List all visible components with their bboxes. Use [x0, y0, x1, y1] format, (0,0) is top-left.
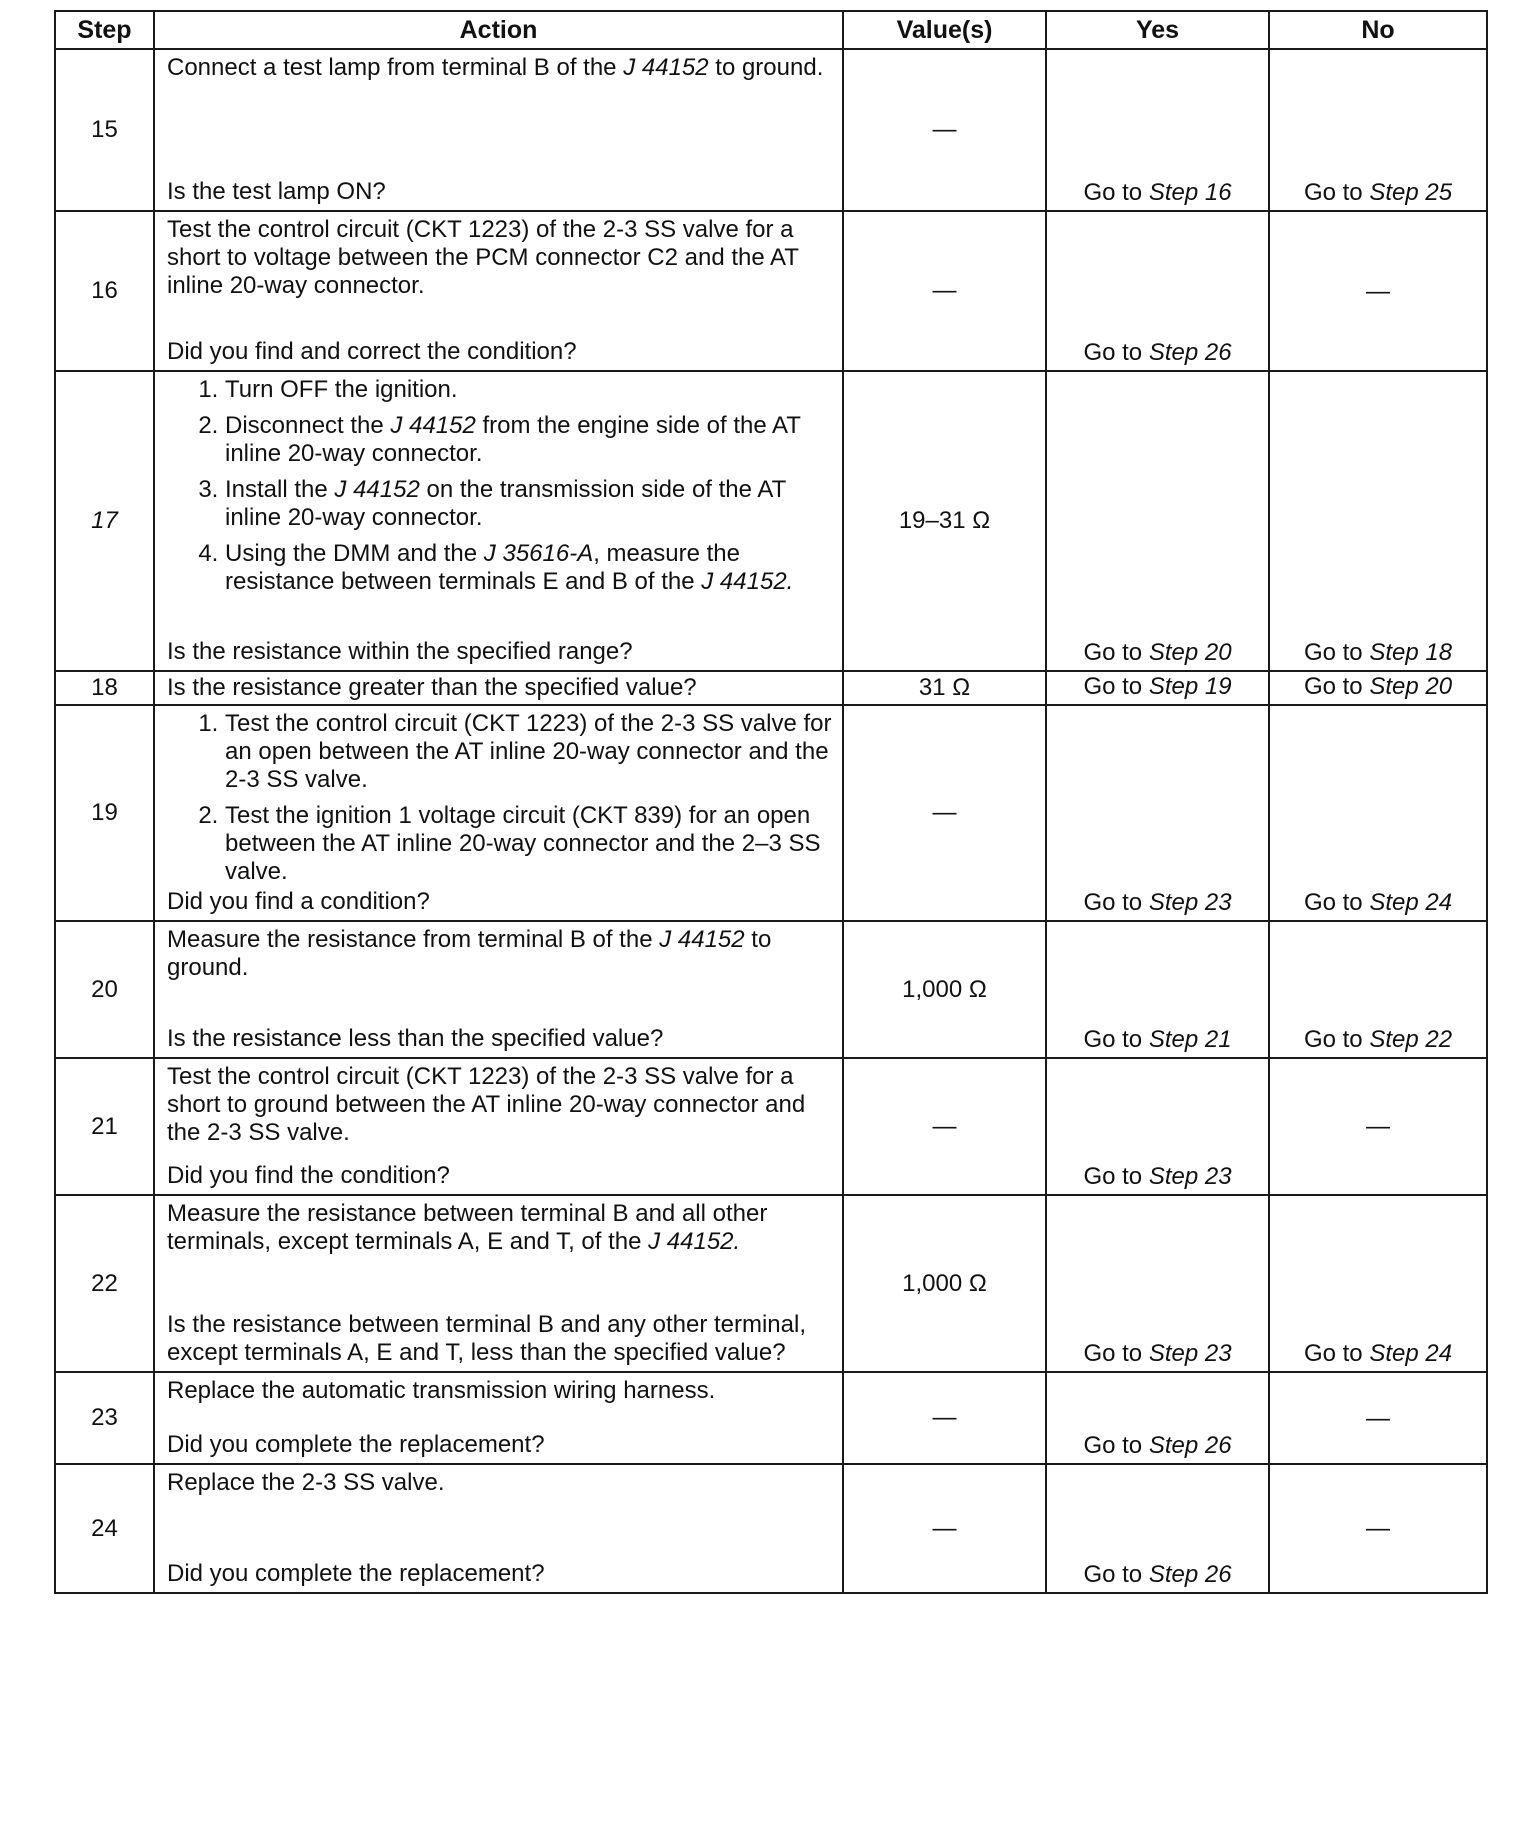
tool-reference: J 44152 — [390, 412, 476, 439]
action-content — [167, 376, 832, 666]
table-row — [55, 211, 1487, 371]
step-reference: Step 19 — [1148, 673, 1232, 700]
goto-prefix: Go to — [1083, 639, 1143, 666]
step-number: 15 — [55, 49, 154, 211]
no-cell — [1269, 211, 1487, 371]
table-body — [55, 49, 1487, 1593]
no-next-step-dash: — — [1366, 1113, 1390, 1140]
action-question: Is the resistance greater than the specified value? — [167, 674, 697, 701]
step-number: 23 — [55, 1372, 154, 1464]
yes-cell — [1046, 1195, 1269, 1372]
tool-reference: J 35616-A — [483, 540, 594, 567]
value-cell: 1,000 Ω — [843, 921, 1046, 1058]
action-steps-list — [167, 710, 832, 886]
step-reference: Step 26 — [1148, 1432, 1232, 1459]
table-row — [55, 371, 1487, 671]
action-cell — [154, 1195, 843, 1372]
no-next-step-dash: — — [1366, 1404, 1390, 1432]
action-text — [167, 216, 832, 300]
header-step: Step — [55, 11, 154, 49]
action-text — [167, 1200, 832, 1256]
action-instructions — [167, 1469, 832, 1497]
action-text — [167, 926, 832, 982]
no-cell — [1269, 1058, 1487, 1195]
action-question: Is the resistance less than the specified value? — [167, 1025, 664, 1052]
tool-reference: J 44152 — [659, 926, 745, 953]
step-reference: Step 26 — [1148, 339, 1232, 366]
action-content — [167, 1063, 832, 1190]
action-step-item — [225, 376, 832, 404]
action-content — [167, 54, 832, 206]
yes-cell — [1046, 371, 1269, 671]
value-cell: — — [843, 1372, 1046, 1464]
text-segment: Replace the 2-3 SS valve. — [167, 1469, 445, 1496]
step-reference: Step 23 — [1148, 1340, 1232, 1367]
step-reference: Step 26 — [1148, 1561, 1232, 1588]
text-segment: Test the control circuit (CKT 1223) of the 2-3 SS valve for an open between the AT inline 20-way connector and the 2-3 SS valve. — [225, 710, 832, 793]
goto-prefix: Go to — [1303, 639, 1363, 666]
text-segment: Measure the resistance from terminal B of the — [167, 926, 660, 953]
no-cell — [1269, 921, 1487, 1058]
yes-cell — [1046, 211, 1269, 371]
text-segment: from the engine side of the AT inline 20-way connector. — [225, 412, 801, 467]
step-number: 16 — [55, 211, 154, 371]
step-number: 21 — [55, 1058, 154, 1195]
value-cell: — — [843, 49, 1046, 211]
no-cell — [1269, 49, 1487, 211]
action-content — [167, 926, 832, 1053]
action-text — [167, 54, 832, 82]
text-segment: Replace the automatic transmission wiring harness. — [167, 1377, 716, 1404]
text-segment: Test the control circuit (CKT 1223) of the 2-3 SS valve for a short to ground between the AT inline 20-way connector and the 2-3 SS valve. — [167, 1063, 806, 1146]
goto-prefix: Go to — [1303, 889, 1363, 916]
action-content — [167, 1200, 832, 1367]
tool-reference: J 44152. — [701, 568, 794, 595]
header-values: Value(s) — [843, 11, 1046, 49]
tool-reference: J 44152 — [334, 476, 420, 503]
text-segment: Connect a test lamp from terminal B of the — [167, 54, 624, 81]
yes-cell — [1046, 1464, 1269, 1593]
text-segment: Using the DMM and the — [225, 540, 484, 567]
action-text — [167, 1469, 832, 1497]
step-reference: Step 25 — [1369, 179, 1453, 206]
action-cell — [154, 921, 843, 1058]
action-content — [167, 1377, 832, 1459]
action-question: Did you find a condition? — [167, 888, 430, 915]
action-text — [167, 1063, 832, 1147]
step-reference: Step 23 — [1148, 1163, 1232, 1190]
action-content — [167, 710, 832, 916]
yes-cell — [1046, 921, 1269, 1058]
no-cell — [1269, 1372, 1487, 1464]
no-cell — [1269, 371, 1487, 671]
text-segment: , measure the resistance between terminals E and B of the — [225, 540, 740, 595]
no-cell — [1269, 705, 1487, 921]
text-segment: on the transmission side of the AT inline 20-way connector. — [225, 476, 786, 531]
text-segment: Disconnect the — [225, 412, 391, 439]
yes-cell — [1046, 1372, 1269, 1464]
goto-prefix: Go to — [1083, 1026, 1143, 1053]
goto-prefix: Go to — [1083, 339, 1143, 366]
table-row — [55, 1058, 1487, 1195]
step-number: 18 — [55, 671, 154, 705]
goto-prefix: Go to — [1303, 1026, 1363, 1053]
text-segment: to ground. — [167, 926, 772, 981]
action-cell — [154, 49, 843, 211]
text-segment: Turn OFF the ignition. — [225, 376, 458, 403]
step-reference: Step 21 — [1148, 1026, 1232, 1053]
action-step-item — [225, 476, 832, 532]
text-segment: Test the control circuit (CKT 1223) of the 2-3 SS valve for a short to voltage between the PCM connector C2 and the AT inline 20-way connector. — [167, 216, 799, 299]
header-yes: Yes — [1046, 11, 1269, 49]
goto-prefix: Go to — [1303, 673, 1363, 700]
step-number: 17 — [55, 371, 154, 671]
tool-reference: J 44152 — [623, 54, 709, 81]
table-row — [55, 921, 1487, 1058]
tool-reference: J 44152. — [648, 1228, 741, 1255]
step-number: 20 — [55, 921, 154, 1058]
action-question: Did you find the condition? — [167, 1162, 450, 1189]
action-cell — [154, 211, 843, 371]
goto-prefix: Go to — [1083, 179, 1143, 206]
action-question: Is the test lamp ON? — [167, 178, 386, 205]
header-row — [55, 11, 1487, 49]
step-reference: Step 18 — [1369, 639, 1453, 666]
action-step-item — [225, 412, 832, 468]
text-segment: to ground. — [708, 54, 824, 81]
yes-cell — [1046, 1058, 1269, 1195]
table-row — [55, 1195, 1487, 1372]
action-step-item — [225, 802, 832, 886]
table-row — [55, 705, 1487, 921]
table-row — [55, 1464, 1487, 1593]
value-cell: — — [843, 211, 1046, 371]
action-content — [167, 1469, 832, 1588]
step-reference: Step 23 — [1148, 889, 1232, 916]
action-cell — [154, 671, 843, 705]
action-question: Did you complete the replacement? — [167, 1431, 545, 1458]
table-row — [55, 671, 1487, 705]
goto-prefix: Go to — [1083, 673, 1143, 700]
step-reference: Step 20 — [1148, 639, 1232, 666]
action-text — [167, 1377, 832, 1405]
text-segment: Install the — [225, 476, 335, 503]
header-no: No — [1269, 11, 1487, 49]
action-instructions — [167, 1200, 832, 1256]
step-number: 19 — [55, 705, 154, 921]
action-instructions — [167, 54, 832, 82]
action-question: Is the resistance within the specified range? — [167, 638, 633, 665]
action-cell — [154, 1058, 843, 1195]
text-segment: Measure the resistance between terminal B and all other terminals, except terminals A, E and T, of the — [167, 1200, 768, 1255]
step-reference: Step 22 — [1369, 1026, 1453, 1053]
goto-prefix: Go to — [1083, 1163, 1143, 1190]
text-segment: Test the ignition 1 voltage circuit (CKT 839) for an open between the AT inline 20-way connector and the 2–3 SS valve. — [225, 802, 821, 885]
action-cell — [154, 705, 843, 921]
action-steps-list — [167, 376, 832, 596]
action-instructions — [167, 710, 832, 886]
goto-prefix: Go to — [1083, 1340, 1143, 1367]
action-step-item — [225, 540, 832, 596]
diagnostic-table — [54, 10, 1488, 1594]
table-row — [55, 49, 1487, 211]
step-reference: Step 16 — [1148, 179, 1232, 206]
value-cell: 1,000 Ω — [843, 1195, 1046, 1372]
no-next-step-dash: — — [1366, 277, 1390, 305]
table-header — [55, 11, 1487, 49]
action-question: Did you find and correct the condition? — [167, 338, 577, 365]
no-cell — [1269, 1195, 1487, 1372]
goto-prefix: Go to — [1083, 1432, 1143, 1459]
step-reference: Step 24 — [1369, 889, 1453, 916]
goto-prefix: Go to — [1083, 889, 1143, 916]
action-question: Did you complete the replacement? — [167, 1560, 545, 1587]
value-cell: — — [843, 705, 1046, 921]
yes-cell — [1046, 49, 1269, 211]
action-instructions — [167, 926, 832, 982]
no-cell — [1269, 671, 1487, 705]
step-reference: Step 24 — [1369, 1340, 1453, 1367]
goto-prefix: Go to — [1303, 179, 1363, 206]
action-cell — [154, 371, 843, 671]
no-cell — [1269, 1464, 1487, 1593]
step-number: 24 — [55, 1464, 154, 1593]
yes-cell — [1046, 705, 1269, 921]
action-cell — [154, 1464, 843, 1593]
step-number: 22 — [55, 1195, 154, 1372]
action-instructions — [167, 376, 832, 596]
yes-cell — [1046, 671, 1269, 705]
action-cell — [154, 1372, 843, 1464]
no-next-step-dash: — — [1366, 1515, 1390, 1542]
action-content — [167, 216, 832, 366]
value-cell: 19–31 Ω — [843, 371, 1046, 671]
table-row — [55, 1372, 1487, 1464]
step-reference: Step 20 — [1369, 673, 1453, 700]
value-cell: — — [843, 1058, 1046, 1195]
action-instructions — [167, 1377, 832, 1405]
action-question: Is the resistance between terminal B and any other terminal, except terminals A, E and T, less than the specified value? — [167, 1311, 806, 1366]
value-cell: — — [843, 1464, 1046, 1593]
value-cell: 31 Ω — [843, 671, 1046, 705]
action-step-item — [225, 710, 832, 794]
header-action: Action — [154, 11, 843, 49]
action-instructions — [167, 216, 832, 300]
goto-prefix: Go to — [1303, 1340, 1363, 1367]
goto-prefix: Go to — [1083, 1561, 1143, 1588]
action-instructions — [167, 1063, 832, 1147]
